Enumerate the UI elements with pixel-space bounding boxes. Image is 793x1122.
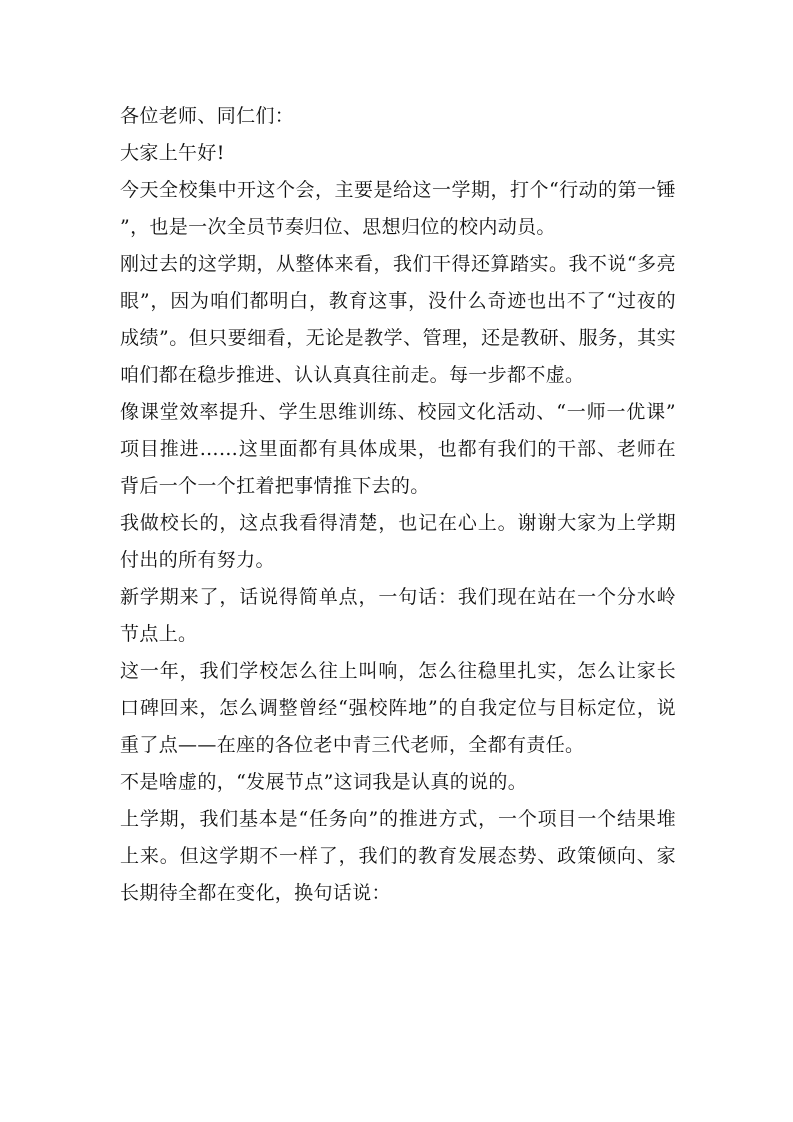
salutation-paragraph: 大家上午好! <box>120 142 225 164</box>
development-node-paragraph: 不是啥虚的，“发展节点”这词我是认真的说的。 <box>120 771 528 793</box>
thanks-paragraph: 我做校长的，这点我看得清楚，也记在心上。谢谢大家为上学期付出的所有努力。 <box>120 512 676 571</box>
opening-paragraph: 今天全校集中开这个会，主要是给这一学期，打个“行动的第一锤”，也是一次全员节奏归位、思想归位的校内动员。 <box>120 179 676 238</box>
change-paragraph: 上学期，我们基本是“任务向”的推进方式，一个项目一个结果堆上来。但这学期不一样了，我们的教育发展态势、政策倾向、家长期待全都在变化，换句话说： <box>120 808 676 904</box>
speech-body <box>120 98 676 912</box>
responsibility-paragraph: 这一年，我们学校怎么往上叫响，怎么往稳里扎实，怎么让家长口碑回来，怎么调整曾经“强校阵地”的自我定位与目标定位，说重了点——在座的各位老中青三代老师，全都有责任。 <box>120 660 676 756</box>
review-paragraph: 刚过去的这学期，从整体来看，我们干得还算踏实。我不说“多亮眼”，因为咱们都明白，教育这事，没什么奇迹也出不了“过夜的成绩”。但只要细看，无论是教学、管理，还是教研、服务，其实咱们都在稳步推进、认认真真往前走。每一步都不虚。 <box>120 253 676 386</box>
achievements-paragraph: 像课堂效率提升、学生思维训练、校园文化活动、“一师一优课”项目推进……这里面都有具体成果，也都有我们的干部、老师在背后一个一个扛着把事情推下去的。 <box>120 401 676 497</box>
new-term-paragraph: 新学期来了，话说得简单点，一句话：我们现在站在一个分水岭节点上。 <box>120 586 676 645</box>
greeting-paragraph: 各位老师、同仁们： <box>120 105 295 127</box>
